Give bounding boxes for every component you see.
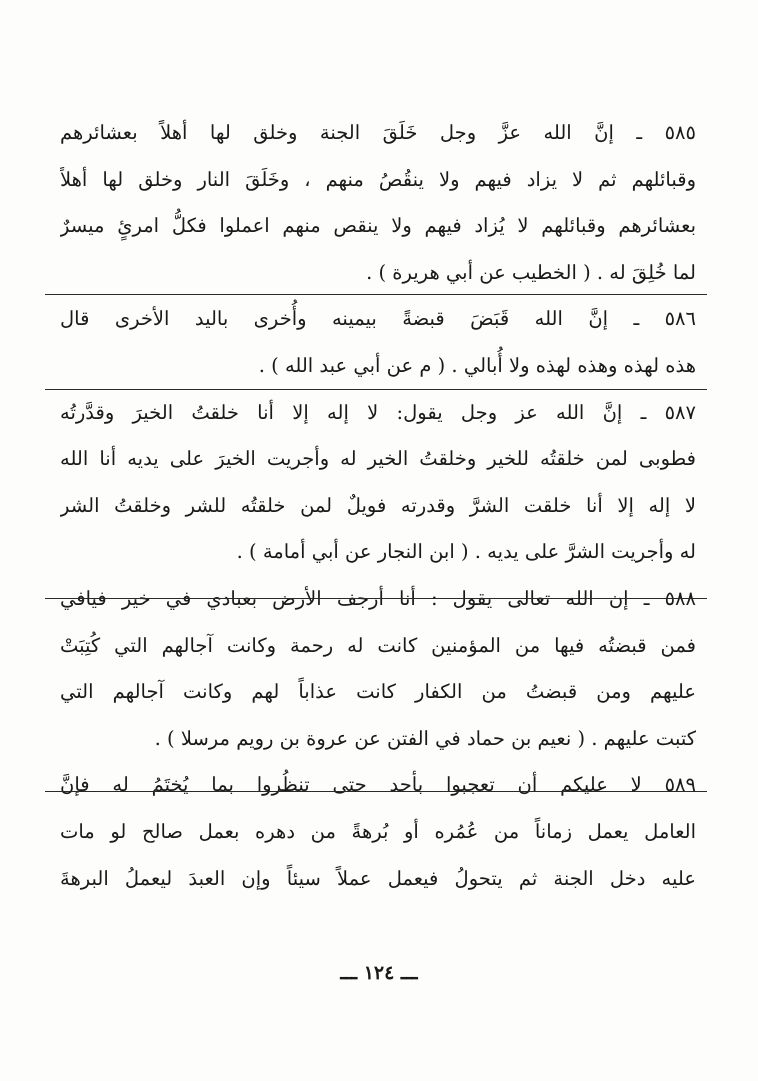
text-line: لما خُلِقَ له . ( الخطيب عن أبي هريرة ) .	[366, 260, 696, 284]
text-line: عليهم ومن قبضتُ من الكفار كانت عذاباً لهم وكانت آجالهم التي	[60, 680, 696, 704]
text-line: العامل يعمل زماناً من عُمُره أو بُرهةً من دهره بعمل صالح لو مات	[60, 819, 696, 843]
text-line: هذه لهذه وهذه لهذه ولا أُبالي . ( م عن أبي عبد الله ) .	[258, 353, 696, 377]
text-line: ٥٨٥ ـ إنَّ الله عزَّ وجل خَلَقَ الجنة وخلق لها أهلاً بعشائرهم	[60, 121, 696, 144]
hadith-divider	[45, 791, 707, 792]
text-line: عليه دخل الجنة ثم يتحولُ فيعمل عملاً سيئاً وإن العبدَ ليعملُ البرهةَ	[60, 866, 696, 890]
text-line: له وأجريت الشرَّ على يديه . ( ابن النجار عن أبي أمامة ) .	[236, 540, 696, 564]
hadith-divider	[45, 389, 707, 390]
text-line: ٥٨٨ ـ إن الله تعالى يقول : أنا أرجف الأرض بعبادي في خير فيافي	[60, 586, 696, 610]
text-line: لا إله إلا أنا خلقت الشرَّ وقدرته فويلٌ لمن خلقتُه للشر وخلقتُ الشر	[60, 493, 696, 517]
text-line: ٥٨٩ لا عليكم أن تعجبوا بأحد حتى تنظُروا بما يُختَمُ له فإنَّ	[60, 773, 696, 797]
text-line: ٥٨٦ ـ إنَّ الله قَبَضَ قبضةً بيمينه وأُخرى باليد الأخرى قال	[60, 307, 696, 331]
text-line: وقبائلهم ثم لا يزاد فيهم ولا ينقُصُ منهم ، وخَلَقَ النار وخلق لها أهلاً	[60, 167, 696, 191]
text-line: كتبت عليهم . ( نعيم بن حماد في الفتن عن عروة بن رويم مرسلا ) .	[154, 726, 696, 750]
text-line: بعشائرهم وقبائلهم لا يُزاد فيهم ولا ينقص منهم اعملوا فكلُّ امرئٍ ميسرٌ	[60, 214, 696, 238]
page-text	[60, 110, 696, 902]
text-line: فطوبى لمن خلقتُه للخير وخلقتُ الخير له وأجريت الخيرَ على يديه أنا الله	[60, 447, 696, 471]
hadith-divider	[45, 294, 707, 295]
page-number: ـــ ١٢٤ ـــ	[340, 962, 418, 984]
hadith-divider	[45, 598, 707, 599]
text-line: فمن قبضتُه فيها من المؤمنين كانت له رحمة وكانت آجالهم التي كُتِبَتْ	[60, 633, 696, 657]
text-line: ٥٨٧ ـ إنَّ الله عز وجل يقول: لا إله إلا أنا خلقتُ الخيرَ وقدَّرتُه	[60, 400, 696, 424]
